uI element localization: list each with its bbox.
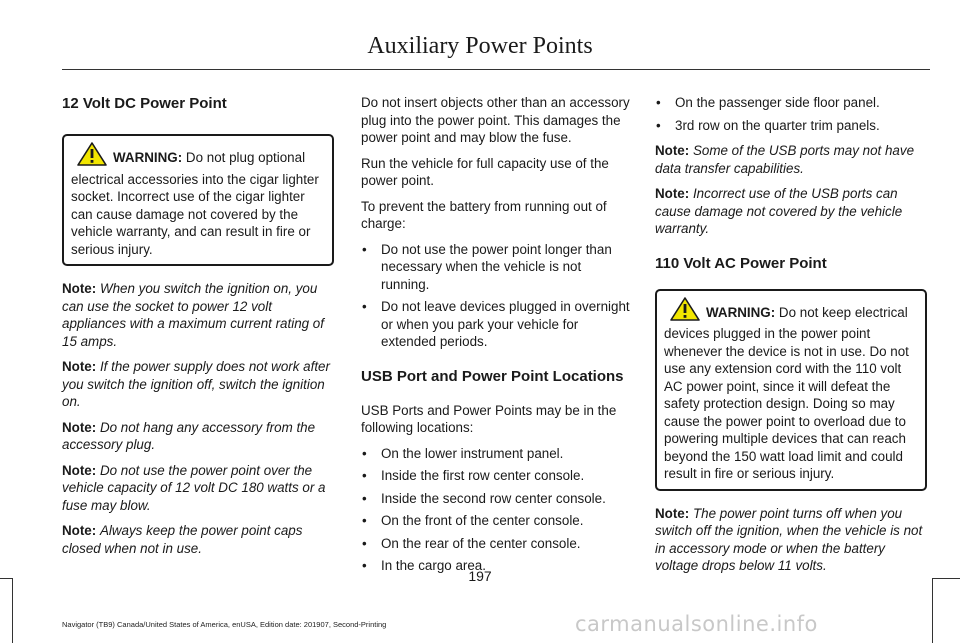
paragraph: To prevent the battery from running out of charge: <box>361 198 607 231</box>
note: Note: When you switch the ignition on, you can use the socket to power 12 volt appliances with a maximum current rating of 15 amps. <box>62 281 324 349</box>
list-item: • On the front of the center console. <box>362 513 584 528</box>
list-item: • Do not leave devices plugged in overnight or when you park your vehicle for extended periods. <box>362 299 630 349</box>
column-middle <box>361 94 633 583</box>
paragraph: Do not insert objects other than an accessory plug into the power point. This damages the power point and may blow the fuse. <box>361 95 630 145</box>
warning-triangle-icon <box>77 142 107 171</box>
list-item: • In the cargo area. <box>362 558 486 573</box>
crop-mark <box>932 578 933 643</box>
page-title: Auxiliary Power Points <box>367 33 593 59</box>
title-divider <box>62 69 930 70</box>
crop-mark <box>12 578 13 643</box>
watermark: carmanualsonline.info <box>575 612 818 636</box>
note: Note: Do not hang any accessory from the accessory plug. <box>62 419 316 452</box>
section-heading-usb: USB Port and Power Point Locations <box>361 367 624 385</box>
bullet-list <box>655 94 927 134</box>
section-heading-12v: 12 Volt DC Power Point <box>62 95 227 112</box>
paragraph: Run the vehicle for full capacity use of the power point. <box>361 155 609 188</box>
list-item: • Do not use the power point longer than necessary when the vehicle is not running. <box>362 241 612 292</box>
warning-label: WARNING: <box>113 150 183 165</box>
column-right <box>655 94 927 583</box>
column-left <box>62 94 334 565</box>
note: Note: If the power supply does not work after you switch the ignition off, switch the ignition on. <box>62 359 330 409</box>
note: Note: Incorrect use of the USB ports can cause damage not covered by the vehicle warranty. <box>655 186 903 236</box>
note: Note: The power point turns off when you switch off the ignition, when the vehicle is not in accessory mode or when the battery voltage drops below 11 volts. <box>655 505 923 573</box>
bullet-list <box>361 241 633 351</box>
page-number: 197 <box>468 568 492 584</box>
crop-mark <box>0 578 12 579</box>
list-item: • 3rd row on the quarter trim panels. <box>656 117 880 133</box>
list-item: • Inside the second row center console. <box>362 490 606 506</box>
warning-label: WARNING: <box>706 304 776 320</box>
list-item: • On the lower instrument panel. <box>362 445 564 461</box>
note: Note: Some of the USB ports may not have data transfer capabilities. <box>655 143 915 176</box>
warning-box-12v <box>62 134 334 266</box>
bullet-list <box>361 445 633 575</box>
note: Note: Do not use the power point over the vehicle capacity of 12 volt DC 180 watts or a fuse may blow. <box>62 462 326 513</box>
list-item: • On the rear of the center console. <box>362 535 581 551</box>
paragraph: USB Ports and Power Points may be in the following locations: <box>361 402 617 435</box>
crop-mark <box>932 578 960 579</box>
warning-text: Do not plug optional electrical accessories into the cigar lighter socket. Incorrect use of the cigar lighter can cause damage not covered by the vehicle warranty, and can result in fire or serious injury. <box>71 150 319 257</box>
edition-footer: Navigator (TB9) Canada/United States of America, enUSA, Edition date: 201907, Second-Printing <box>62 620 387 629</box>
list-item: • Inside the first row center console. <box>362 468 585 483</box>
section-heading-110v: 110 Volt AC Power Point <box>655 254 827 272</box>
warning-text: Do not keep electrical devices plugged in the power point whenever the device is not in use. Do not use any extension cord with the 110 volt AC power point, since it will defeat the safety protection design. Doing so may cause the power point to overload due to powering multiple devices that can reach beyond the 150 watt load limit and could result in fire or serious injury. <box>664 304 909 481</box>
warning-triangle-icon <box>670 297 700 326</box>
note: Note: Always keep the power point caps closed when not in use. <box>62 523 303 556</box>
warning-box-110v <box>655 289 927 491</box>
list-item: • On the passenger side floor panel. <box>656 95 880 110</box>
